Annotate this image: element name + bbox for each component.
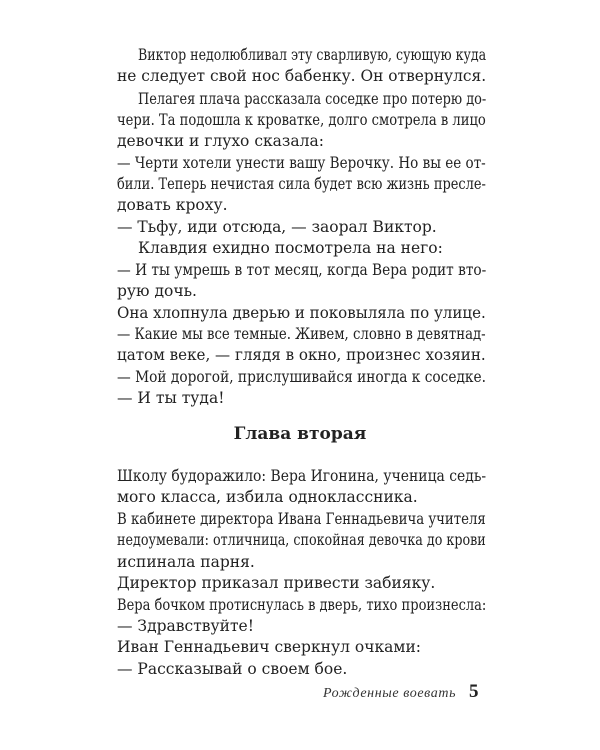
text-line: Клавдия ехидно посмотрела на него: [138, 239, 443, 257]
page-number: 5 [469, 681, 479, 702]
text-line: — Здравствуйте! [117, 617, 254, 635]
text-line: чери. Та подошла к кроватке, долго смотрела в лицо [117, 111, 486, 129]
text-line: цатом веке, — глядя в окно, произнес хозяин. [117, 346, 486, 364]
text-line: — Мой дорогой, прислушивайся иногда к соседке. [117, 368, 486, 386]
text-line: недоумевали: отличница, спокойная девочка до крови [117, 531, 486, 549]
running-footer-title: Рожденные воевать [323, 686, 457, 701]
text-line: Виктор недолюбливал эту сварливую, сующую куда [138, 46, 487, 64]
text-line: — Какие мы все темные. Живем, словно в девятнад- [117, 325, 486, 343]
text-line: довать кроху. [117, 196, 228, 214]
text-line: Школу будоражило: Вера Игонина, ученица седь- [117, 467, 487, 485]
text-line: — Тьфу, иди отсюда, — заорал Виктор. [117, 218, 437, 236]
text-line: мого класса, избила одноклассника. [117, 488, 418, 506]
text-line: били. Теперь нечистая сила будет всю жизнь пресле- [117, 175, 486, 193]
text-line: В кабинете директора Ивана Геннадьевича учителя [117, 510, 486, 528]
text-line: Она хлопнула дверью и поковыляла по улице. [117, 304, 486, 322]
text-line: — Черти хотели унести вашу Верочку. Но вы ее от- [117, 154, 486, 172]
text-line: испинала парня. [117, 553, 255, 571]
text-line: Иван Геннадьевич сверкнул очками: [117, 638, 421, 656]
text-line: Пелагея плача рассказала соседке про потерю до- [138, 90, 487, 108]
text-line: рую дочь. [117, 282, 197, 300]
text-line: — И ты умрешь в тот месяц, когда Вера родит вто- [117, 261, 487, 279]
text-line: — И ты туда! [117, 389, 225, 407]
text-line: не следует свой нос бабенку. Он отвернулся. [117, 67, 487, 85]
text-line: Вера бочком протиснулась в дверь, тихо произнесла: [117, 596, 487, 614]
text-line: — Рассказывай о своем бое. [117, 660, 348, 678]
chapter-title: Глава вторая [233, 424, 367, 444]
text-line: Директор приказал привести забияку. [117, 574, 436, 592]
text-line: девочки и глухо сказала: [117, 132, 324, 150]
